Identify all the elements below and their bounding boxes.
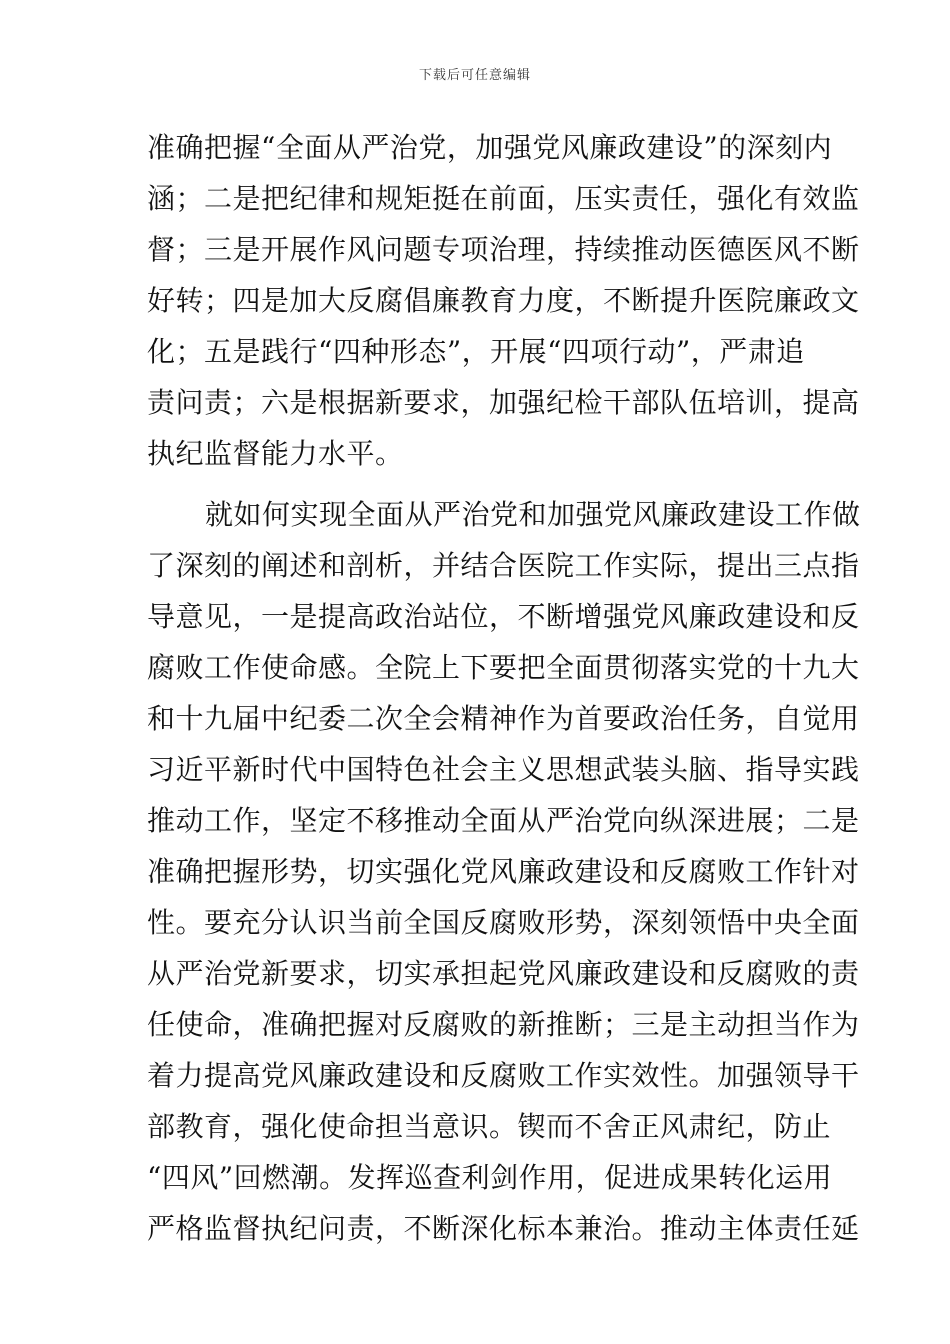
text-line: 了深刻的阐述和剖析，并结合医院工作实际，提出三点指 [147,549,860,582]
text-line: 好转；四是加大反腐倡廉教育力度，不断提升医院廉政文 [147,284,860,317]
text-line: 准确把握形势，切实强化党风廉政建设和反腐败工作针对 [147,855,860,888]
text-line: 督；三是开展作风问题专项治理，持续推动医德医风不断 [147,233,860,266]
text-line: 习近平新时代中国特色社会主义思想武装头脑、指导实践 [147,753,860,786]
paragraph-1 [147,122,860,479]
text-line: 任使命，准确把握对反腐败的新推断；三是主动担当作为 [147,1008,860,1041]
text-line: 部教育，强化使命担当意识。锲而不舍正风肃纪，防止 [147,1110,832,1143]
page-header: 下载后可任意编辑 [418,68,531,83]
text-line: 就如何实现全面从严治党和加强党风廉政建设工作做 [205,498,861,531]
text-line: 性。要充分认识当前全国反腐败形势，深刻领悟中央全面 [147,906,860,939]
text-line: 和十九届中纪委二次全会精神作为首要政治任务，自觉用 [147,702,860,735]
text-line: 严格监督执纪问责，不断深化标本兼治。推动主体责任延 [147,1212,860,1245]
text-line: 腐败工作使命感。全院上下要把全面贯彻落实党的十九大 [147,651,860,684]
text-line: 责问责；六是根据新要求，加强纪检干部队伍培训，提高 [147,386,860,419]
text-line: 化；五是践行“四种形态”，开展“四项行动”，严肃追 [147,335,805,368]
text-line: 准确把握“全面从严治党，加强党风廉政建设”的深刻内 [147,131,833,164]
text-line: 着力提高党风廉政建设和反腐败工作实效性。加强领导干 [147,1059,860,1092]
text-line: 导意见，一是提高政治站位，不断增强党风廉政建设和反 [147,600,860,633]
text-line: “四风”回燃潮。发挥巡查利剑作用，促进成果转化运用 [147,1161,833,1194]
text-line: 从严治党新要求，切实承担起党风廉政建设和反腐败的责 [147,957,860,990]
text-line: 涵；二是把纪律和规矩挺在前面，压实责任，强化有效监 [147,182,860,215]
paragraph-2 [147,489,861,1254]
document-body [147,122,861,1254]
text-line: 执纪监督能力水平。 [147,437,404,470]
text-line: 推动工作，坚定不移推动全面从严治党向纵深进展；二是 [147,804,860,837]
